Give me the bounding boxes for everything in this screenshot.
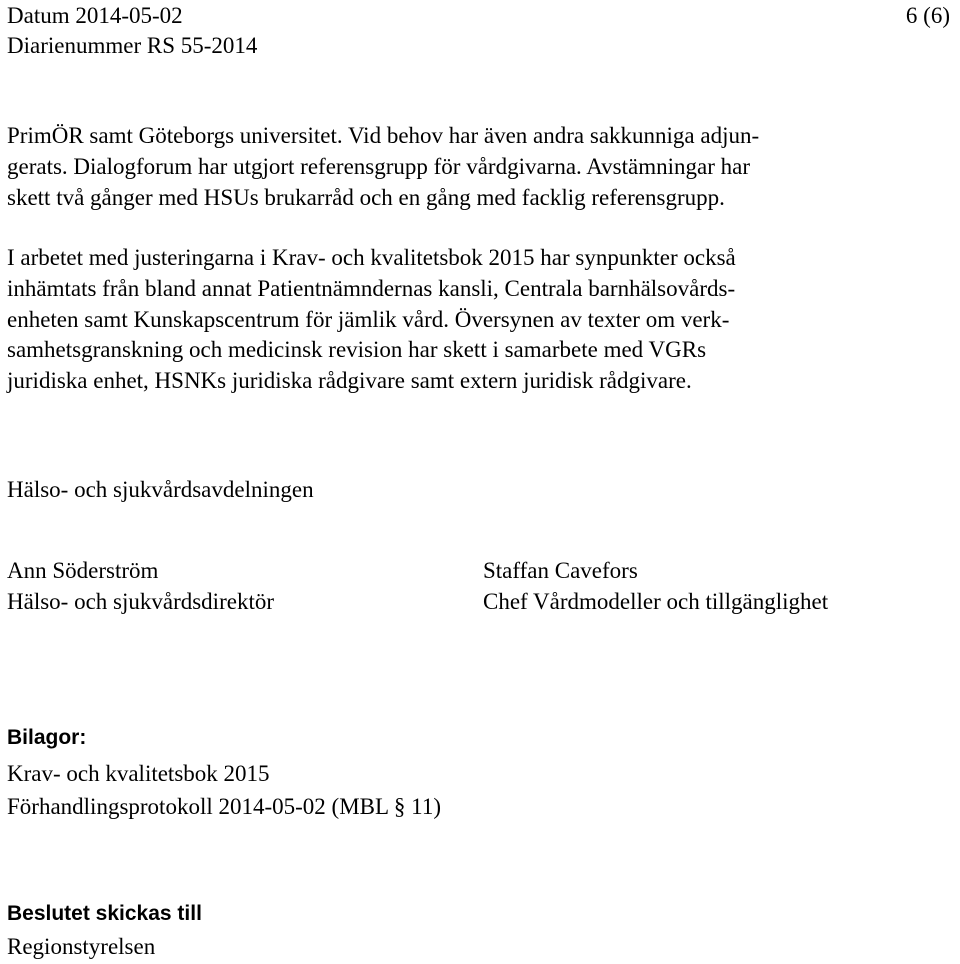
paragraph-line: samhetsgranskning och medicinsk revision har skett i samarbete med VGRs <box>7 337 707 363</box>
attachments-heading: Bilagor: <box>7 726 87 749</box>
department-name: Hälso- och sjukvårdsavdelningen <box>7 477 314 502</box>
attachment-item: Förhandlingsprotokoll 2014-05-02 (MBL § 11) <box>7 794 441 819</box>
document-date: Datum 2014-05-02 <box>7 3 183 28</box>
page-number: 6 (6) <box>905 3 950 28</box>
paragraph-line: gerats. Dialogforum har utgjort referensgrupp för vårdgivarna. Avstämningar har <box>7 153 750 179</box>
paragraph-line: enheten samt Kunskapscentrum för jämlik vård. Översynen av texter om verk- <box>7 306 730 332</box>
diarienummer: Diarienummer RS 55-2014 <box>7 33 258 58</box>
distribution-item: Regionstyrelsen <box>7 934 156 959</box>
paragraph-line: skett två gånger med HSUs brukarråd och en gång med facklig referensgrupp. <box>7 184 725 210</box>
paragraph-line: juridiska enhet, HSNKs juridiska rådgivare samt extern juridisk rådgivare. <box>7 368 692 394</box>
signatory-name: Staffan Cavefors <box>483 558 638 583</box>
attachment-item: Krav- och kvalitetsbok 2015 <box>7 761 270 786</box>
attachments-list <box>7 757 441 823</box>
paragraph-adjustments <box>7 243 736 397</box>
distribution-list <box>7 930 155 963</box>
paragraph-line: I arbetet med justeringarna i Krav- och kvalitetsbok 2015 har synpunkter också <box>7 245 736 270</box>
signatory-title: Hälso- och sjukvårdsdirektör <box>7 588 274 614</box>
signatory-title: Chef Vårdmodeller och tillgänglighet <box>483 588 829 614</box>
signatory-name: Ann Söderström <box>7 558 159 583</box>
paragraph-line: PrimÖR samt Göteborgs universitet. Vid behov har även andra sakkunniga adjun- <box>7 123 760 148</box>
paragraph-reference-groups <box>7 121 759 213</box>
paragraph-line: inhämtats från bland annat Patientnämndernas kansli, Centrala barnhälsovårds- <box>7 275 736 301</box>
signature-block-1 <box>7 556 274 617</box>
signature-block-2 <box>483 556 828 617</box>
distribution-heading: Beslutet skickas till <box>7 902 202 925</box>
